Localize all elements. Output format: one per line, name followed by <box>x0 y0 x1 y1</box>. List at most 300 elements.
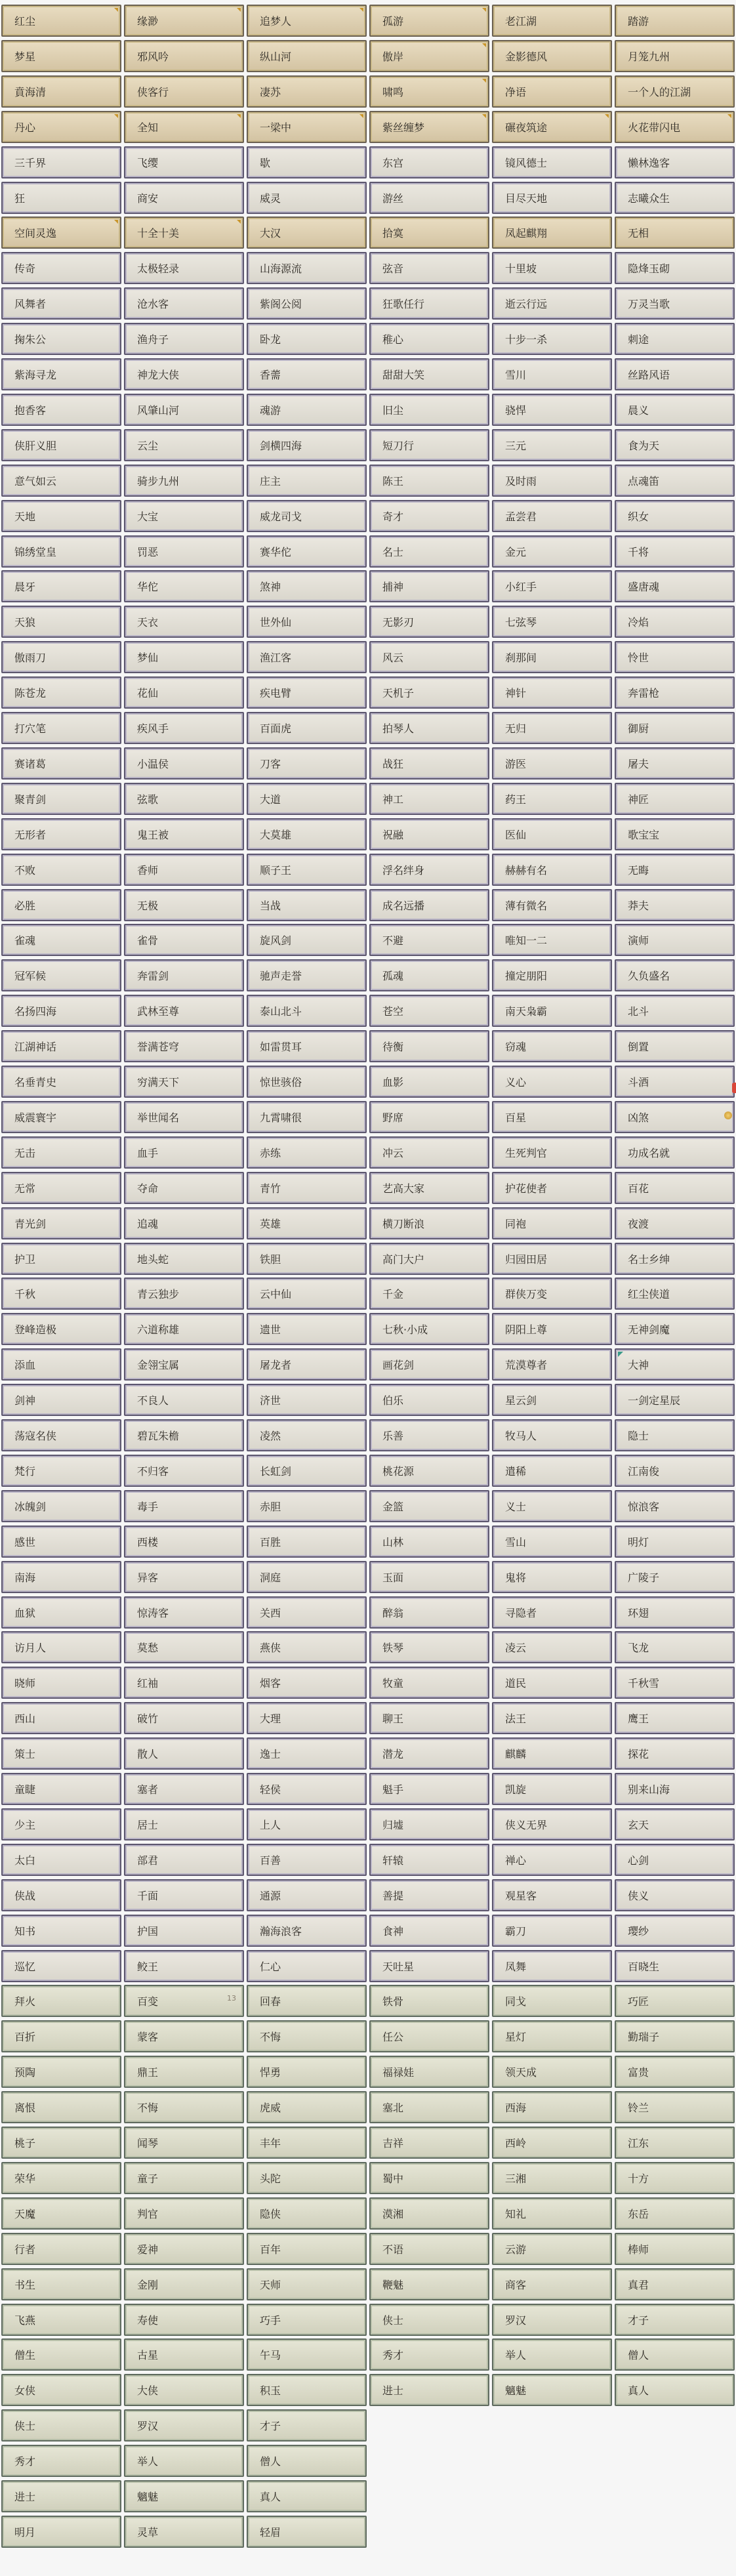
title-tile[interactable] <box>492 535 612 568</box>
title-tile[interactable] <box>369 1561 489 1593</box>
title-tile[interactable] <box>492 1348 612 1381</box>
title-tile[interactable] <box>247 287 367 320</box>
title-tile[interactable] <box>615 818 735 850</box>
title-tile[interactable] <box>247 429 367 461</box>
title-tile[interactable] <box>369 2233 489 2265</box>
title-tile[interactable] <box>124 641 244 673</box>
title-tile[interactable] <box>1 1631 121 1663</box>
title-tile[interactable] <box>615 1207 735 1239</box>
title-tile[interactable] <box>492 570 612 602</box>
title-tile[interactable] <box>615 1561 735 1593</box>
title-tile[interactable] <box>1 818 121 850</box>
title-tile[interactable] <box>247 1066 367 1098</box>
title-tile[interactable] <box>124 2374 244 2406</box>
title-tile[interactable] <box>369 287 489 320</box>
title-tile[interactable] <box>615 1950 735 1982</box>
title-tile[interactable] <box>1 959 121 991</box>
title-tile[interactable] <box>247 783 367 815</box>
title-tile[interactable] <box>492 182 612 214</box>
title-tile[interactable] <box>124 1596 244 1629</box>
title-tile[interactable] <box>124 1419 244 1451</box>
title-tile[interactable] <box>247 1808 367 1840</box>
title-tile[interactable] <box>369 676 489 709</box>
title-tile[interactable] <box>1 1561 121 1593</box>
title-tile[interactable] <box>369 1313 489 1345</box>
title-tile[interactable] <box>369 924 489 956</box>
title-tile[interactable] <box>492 111 612 143</box>
title-tile[interactable] <box>369 252 489 284</box>
title-tile[interactable] <box>1 287 121 320</box>
title-tile[interactable] <box>492 1985 612 2017</box>
title-tile[interactable] <box>615 40 735 72</box>
title-tile[interactable] <box>1 1667 121 1699</box>
title-tile[interactable] <box>492 1879 612 1911</box>
title-tile[interactable] <box>615 2304 735 2336</box>
title-tile[interactable] <box>1 1136 121 1169</box>
title-tile[interactable] <box>1 1101 121 1133</box>
title-tile[interactable] <box>369 570 489 602</box>
title-tile[interactable] <box>492 500 612 532</box>
title-tile[interactable] <box>124 1207 244 1239</box>
title-tile[interactable] <box>1 2516 121 2548</box>
title-tile[interactable] <box>1 1313 121 1345</box>
title-tile[interactable] <box>615 2338 735 2371</box>
title-tile[interactable] <box>124 2233 244 2265</box>
title-tile[interactable] <box>615 959 735 991</box>
title-tile[interactable] <box>1 924 121 956</box>
title-tile[interactable] <box>247 676 367 709</box>
title-tile[interactable] <box>615 1066 735 1098</box>
title-tile[interactable] <box>369 5 489 37</box>
title-tile[interactable] <box>615 995 735 1027</box>
title-tile[interactable] <box>1 1172 121 1204</box>
title-tile[interactable] <box>124 2268 244 2300</box>
title-tile[interactable] <box>369 959 489 991</box>
title-tile[interactable] <box>615 1030 735 1062</box>
title-tile[interactable] <box>369 2374 489 2406</box>
title-tile[interactable] <box>615 1844 735 1876</box>
title-tile[interactable] <box>369 641 489 673</box>
title-tile[interactable] <box>492 676 612 709</box>
title-tile[interactable] <box>247 1348 367 1381</box>
title-tile[interactable] <box>1 2268 121 2300</box>
title-tile[interactable] <box>369 2162 489 2194</box>
title-tile[interactable] <box>492 1313 612 1345</box>
title-tile[interactable] <box>615 535 735 568</box>
title-tile[interactable] <box>124 1066 244 1098</box>
title-tile[interactable] <box>369 995 489 1027</box>
title-tile[interactable] <box>1 1384 121 1416</box>
title-tile[interactable] <box>369 1490 489 1522</box>
title-tile[interactable] <box>615 1243 735 1275</box>
title-tile[interactable] <box>1 2304 121 2336</box>
title-tile[interactable] <box>247 2162 367 2194</box>
title-tile[interactable] <box>124 2056 244 2088</box>
title-tile[interactable] <box>615 1915 735 1947</box>
title-tile[interactable] <box>369 712 489 744</box>
title-tile[interactable] <box>492 1915 612 1947</box>
title-tile[interactable] <box>124 146 244 178</box>
title-tile[interactable] <box>1 1526 121 1558</box>
title-tile[interactable] <box>492 1737 612 1770</box>
title-tile[interactable] <box>124 1490 244 1522</box>
title-tile[interactable] <box>1 1596 121 1629</box>
title-tile[interactable] <box>492 252 612 284</box>
title-tile[interactable] <box>247 1561 367 1593</box>
title-tile[interactable] <box>247 2127 367 2159</box>
title-tile[interactable] <box>492 1631 612 1663</box>
title-tile[interactable] <box>124 5 244 37</box>
title-tile[interactable] <box>247 2445 367 2477</box>
title-tile[interactable] <box>615 252 735 284</box>
title-tile[interactable] <box>1 2480 121 2512</box>
title-tile[interactable] <box>615 1384 735 1416</box>
title-tile[interactable] <box>492 2268 612 2300</box>
title-tile[interactable] <box>369 1844 489 1876</box>
title-tile[interactable] <box>247 1384 367 1416</box>
title-tile[interactable] <box>615 2091 735 2123</box>
title-tile[interactable] <box>369 1915 489 1947</box>
title-tile[interactable] <box>369 1243 489 1275</box>
title-tile[interactable] <box>247 818 367 850</box>
title-tile[interactable] <box>492 358 612 390</box>
title-tile[interactable] <box>615 570 735 602</box>
title-tile[interactable] <box>1 1348 121 1381</box>
title-tile[interactable] <box>369 2091 489 2123</box>
title-tile[interactable] <box>1 2056 121 2088</box>
title-tile[interactable] <box>492 429 612 461</box>
title-tile[interactable] <box>492 854 612 886</box>
title-tile[interactable] <box>615 358 735 390</box>
title-tile[interactable] <box>615 1985 735 2017</box>
title-tile[interactable] <box>492 146 612 178</box>
title-tile[interactable] <box>1 1419 121 1451</box>
title-tile[interactable] <box>492 606 612 638</box>
title-tile[interactable] <box>1 217 121 249</box>
title-tile[interactable] <box>615 2127 735 2159</box>
title-tile[interactable] <box>369 1207 489 1239</box>
title-tile[interactable] <box>247 40 367 72</box>
title-tile[interactable] <box>492 1419 612 1451</box>
title-tile[interactable] <box>615 465 735 497</box>
title-tile[interactable] <box>492 1172 612 1204</box>
title-tile[interactable] <box>615 854 735 886</box>
title-tile[interactable] <box>492 1561 612 1593</box>
title-tile[interactable] <box>247 146 367 178</box>
title-tile[interactable] <box>247 1737 367 1770</box>
title-tile[interactable] <box>492 1207 612 1239</box>
title-tile[interactable] <box>124 465 244 497</box>
title-tile[interactable] <box>247 1313 367 1345</box>
title-tile[interactable] <box>492 1066 612 1098</box>
title-tile[interactable] <box>492 1278 612 1310</box>
title-tile[interactable] <box>615 1136 735 1169</box>
title-tile[interactable] <box>492 1808 612 1840</box>
title-tile[interactable] <box>124 1384 244 1416</box>
title-tile[interactable] <box>124 818 244 850</box>
title-tile[interactable] <box>492 747 612 779</box>
title-tile[interactable] <box>247 1136 367 1169</box>
title-tile[interactable] <box>492 2233 612 2265</box>
title-tile[interactable] <box>247 924 367 956</box>
title-tile[interactable] <box>615 287 735 320</box>
title-tile[interactable] <box>1 570 121 602</box>
title-tile[interactable] <box>615 1773 735 1805</box>
title-tile[interactable] <box>247 995 367 1027</box>
title-tile[interactable] <box>1 1915 121 1947</box>
title-tile[interactable] <box>369 818 489 850</box>
title-tile[interactable] <box>247 465 367 497</box>
title-tile[interactable] <box>369 2338 489 2371</box>
title-tile[interactable] <box>124 2409 244 2441</box>
title-tile[interactable] <box>615 924 735 956</box>
title-tile[interactable] <box>1 182 121 214</box>
title-tile[interactable] <box>124 75 244 108</box>
title-tile[interactable] <box>1 40 121 72</box>
title-tile[interactable] <box>369 2020 489 2052</box>
title-tile[interactable] <box>124 924 244 956</box>
title-tile[interactable] <box>247 252 367 284</box>
title-tile[interactable] <box>1 2374 121 2406</box>
title-tile[interactable] <box>1 2338 121 2371</box>
title-tile[interactable] <box>124 1844 244 1876</box>
title-tile[interactable] <box>247 641 367 673</box>
title-tile[interactable] <box>369 1950 489 1982</box>
title-tile[interactable] <box>247 2020 367 2052</box>
title-tile[interactable] <box>247 1985 367 2017</box>
title-tile[interactable] <box>1 429 121 461</box>
title-tile[interactable] <box>124 1313 244 1345</box>
title-tile[interactable] <box>124 783 244 815</box>
title-tile[interactable] <box>124 570 244 602</box>
title-tile[interactable] <box>369 1455 489 1487</box>
title-tile[interactable] <box>369 500 489 532</box>
title-tile[interactable] <box>492 217 612 249</box>
title-tile[interactable] <box>124 287 244 320</box>
title-tile[interactable] <box>369 1101 489 1133</box>
title-tile[interactable] <box>369 783 489 815</box>
title-tile[interactable] <box>124 1879 244 1911</box>
title-tile[interactable] <box>492 394 612 426</box>
title-tile[interactable] <box>369 1773 489 1805</box>
title-tile[interactable] <box>369 1384 489 1416</box>
title-tile[interactable] <box>124 2516 244 2548</box>
title-tile[interactable] <box>615 1596 735 1629</box>
title-tile[interactable] <box>247 2338 367 2371</box>
title-tile[interactable] <box>492 2056 612 2088</box>
title-tile[interactable] <box>615 676 735 709</box>
title-tile[interactable] <box>369 217 489 249</box>
title-tile[interactable] <box>1 783 121 815</box>
title-tile[interactable] <box>1 1702 121 1734</box>
title-tile[interactable] <box>615 2268 735 2300</box>
title-tile[interactable] <box>615 2197 735 2230</box>
title-tile[interactable] <box>369 606 489 638</box>
title-tile[interactable] <box>124 889 244 921</box>
title-tile[interactable] <box>1 252 121 284</box>
title-tile[interactable] <box>369 889 489 921</box>
title-tile[interactable] <box>492 287 612 320</box>
title-tile[interactable] <box>615 2020 735 2052</box>
title-tile[interactable] <box>369 323 489 355</box>
title-tile[interactable] <box>247 2304 367 2336</box>
title-tile[interactable] <box>1 146 121 178</box>
title-tile[interactable] <box>369 1172 489 1204</box>
title-tile[interactable] <box>615 2162 735 2194</box>
title-tile[interactable] <box>247 889 367 921</box>
title-tile[interactable] <box>247 1243 367 1275</box>
title-tile[interactable] <box>1 1490 121 1522</box>
title-tile[interactable] <box>615 747 735 779</box>
title-tile[interactable] <box>124 2020 244 2052</box>
title-tile[interactable] <box>124 1136 244 1169</box>
title-tile[interactable] <box>492 75 612 108</box>
title-tile[interactable] <box>124 1455 244 1487</box>
title-tile[interactable] <box>492 2304 612 2336</box>
title-tile[interactable] <box>492 1101 612 1133</box>
title-tile[interactable] <box>369 1348 489 1381</box>
title-tile[interactable] <box>369 1030 489 1062</box>
title-tile[interactable] <box>1 500 121 532</box>
title-tile[interactable] <box>492 40 612 72</box>
title-tile[interactable] <box>492 2162 612 2194</box>
title-tile[interactable] <box>124 323 244 355</box>
title-tile[interactable] <box>369 1136 489 1169</box>
title-tile[interactable] <box>1 2162 121 2194</box>
title-tile[interactable] <box>492 1455 612 1487</box>
title-tile[interactable] <box>124 535 244 568</box>
title-tile[interactable] <box>124 2445 244 2477</box>
title-tile[interactable] <box>615 1808 735 1840</box>
title-tile[interactable] <box>247 2516 367 2548</box>
title-tile[interactable] <box>124 676 244 709</box>
title-tile[interactable] <box>615 500 735 532</box>
title-tile[interactable] <box>1 2091 121 2123</box>
title-tile[interactable] <box>247 2233 367 2265</box>
title-tile[interactable] <box>369 1066 489 1098</box>
title-tile[interactable] <box>247 1526 367 1558</box>
title-tile[interactable] <box>1 75 121 108</box>
title-tile[interactable] <box>492 2020 612 2052</box>
title-tile[interactable] <box>492 2127 612 2159</box>
title-tile[interactable] <box>124 252 244 284</box>
title-tile[interactable] <box>369 146 489 178</box>
title-tile[interactable] <box>247 1915 367 1947</box>
title-tile[interactable] <box>1 535 121 568</box>
title-tile[interactable] <box>615 146 735 178</box>
title-tile[interactable] <box>124 217 244 249</box>
title-tile[interactable] <box>1 995 121 1027</box>
title-tile[interactable] <box>615 606 735 638</box>
title-tile[interactable] <box>615 217 735 249</box>
title-tile[interactable] <box>124 1030 244 1062</box>
title-tile[interactable] <box>247 182 367 214</box>
title-tile[interactable] <box>124 1773 244 1805</box>
title-tile[interactable] <box>492 1243 612 1275</box>
title-tile[interactable] <box>247 2374 367 2406</box>
title-tile[interactable] <box>247 1631 367 1663</box>
title-tile[interactable] <box>124 1667 244 1699</box>
title-tile[interactable] <box>124 2162 244 2194</box>
title-tile[interactable] <box>1 1737 121 1770</box>
title-tile[interactable] <box>615 1737 735 1770</box>
title-tile[interactable] <box>124 1808 244 1840</box>
title-tile[interactable] <box>615 2374 735 2406</box>
title-tile[interactable] <box>615 783 735 815</box>
title-tile[interactable] <box>247 854 367 886</box>
title-tile[interactable] <box>492 924 612 956</box>
title-tile[interactable] <box>124 712 244 744</box>
title-tile[interactable] <box>492 889 612 921</box>
title-tile[interactable] <box>369 535 489 568</box>
title-tile[interactable] <box>1 2127 121 2159</box>
title-tile[interactable] <box>492 1490 612 1522</box>
title-tile[interactable] <box>1 854 121 886</box>
title-tile[interactable] <box>247 394 367 426</box>
title-tile[interactable] <box>1 2197 121 2230</box>
title-tile[interactable] <box>124 1278 244 1310</box>
title-tile[interactable] <box>492 323 612 355</box>
title-tile[interactable] <box>492 1526 612 1558</box>
title-tile[interactable] <box>615 429 735 461</box>
title-tile[interactable] <box>247 2409 367 2441</box>
title-tile[interactable] <box>247 1278 367 1310</box>
title-tile[interactable] <box>492 1136 612 1169</box>
title-tile[interactable] <box>124 1526 244 1558</box>
title-tile[interactable] <box>1 323 121 355</box>
title-tile[interactable] <box>369 2056 489 2088</box>
title-tile[interactable] <box>124 1985 244 2017</box>
title-tile[interactable] <box>247 1702 367 1734</box>
title-tile[interactable] <box>615 111 735 143</box>
title-tile[interactable] <box>615 1313 735 1345</box>
title-tile[interactable] <box>124 2197 244 2230</box>
title-tile[interactable] <box>369 1596 489 1629</box>
title-tile[interactable] <box>124 1243 244 1275</box>
side-scroll-marker[interactable] <box>732 1083 736 1093</box>
title-tile[interactable] <box>615 1631 735 1663</box>
title-tile[interactable] <box>615 1702 735 1734</box>
title-tile[interactable] <box>124 1950 244 1982</box>
title-tile[interactable] <box>1 1243 121 1275</box>
title-tile[interactable] <box>124 429 244 461</box>
title-tile[interactable] <box>247 1172 367 1204</box>
title-tile[interactable] <box>247 2197 367 2230</box>
title-tile[interactable] <box>369 111 489 143</box>
title-tile[interactable] <box>492 2374 612 2406</box>
title-tile[interactable] <box>247 1844 367 1876</box>
title-tile[interactable] <box>492 995 612 1027</box>
title-tile[interactable] <box>492 2091 612 2123</box>
title-tile[interactable] <box>1 1879 121 1911</box>
title-tile[interactable] <box>124 2127 244 2159</box>
title-tile[interactable] <box>615 641 735 673</box>
title-tile[interactable] <box>615 394 735 426</box>
title-tile[interactable] <box>615 75 735 108</box>
title-tile[interactable] <box>492 1773 612 1805</box>
title-tile[interactable] <box>1 358 121 390</box>
title-tile[interactable] <box>247 2091 367 2123</box>
title-tile[interactable] <box>369 429 489 461</box>
title-tile[interactable] <box>369 75 489 108</box>
title-tile[interactable] <box>1 394 121 426</box>
title-tile[interactable] <box>369 2127 489 2159</box>
title-tile[interactable] <box>492 959 612 991</box>
title-tile[interactable] <box>615 1348 735 1381</box>
title-tile[interactable] <box>124 182 244 214</box>
title-tile[interactable] <box>492 2338 612 2371</box>
title-tile[interactable] <box>124 606 244 638</box>
